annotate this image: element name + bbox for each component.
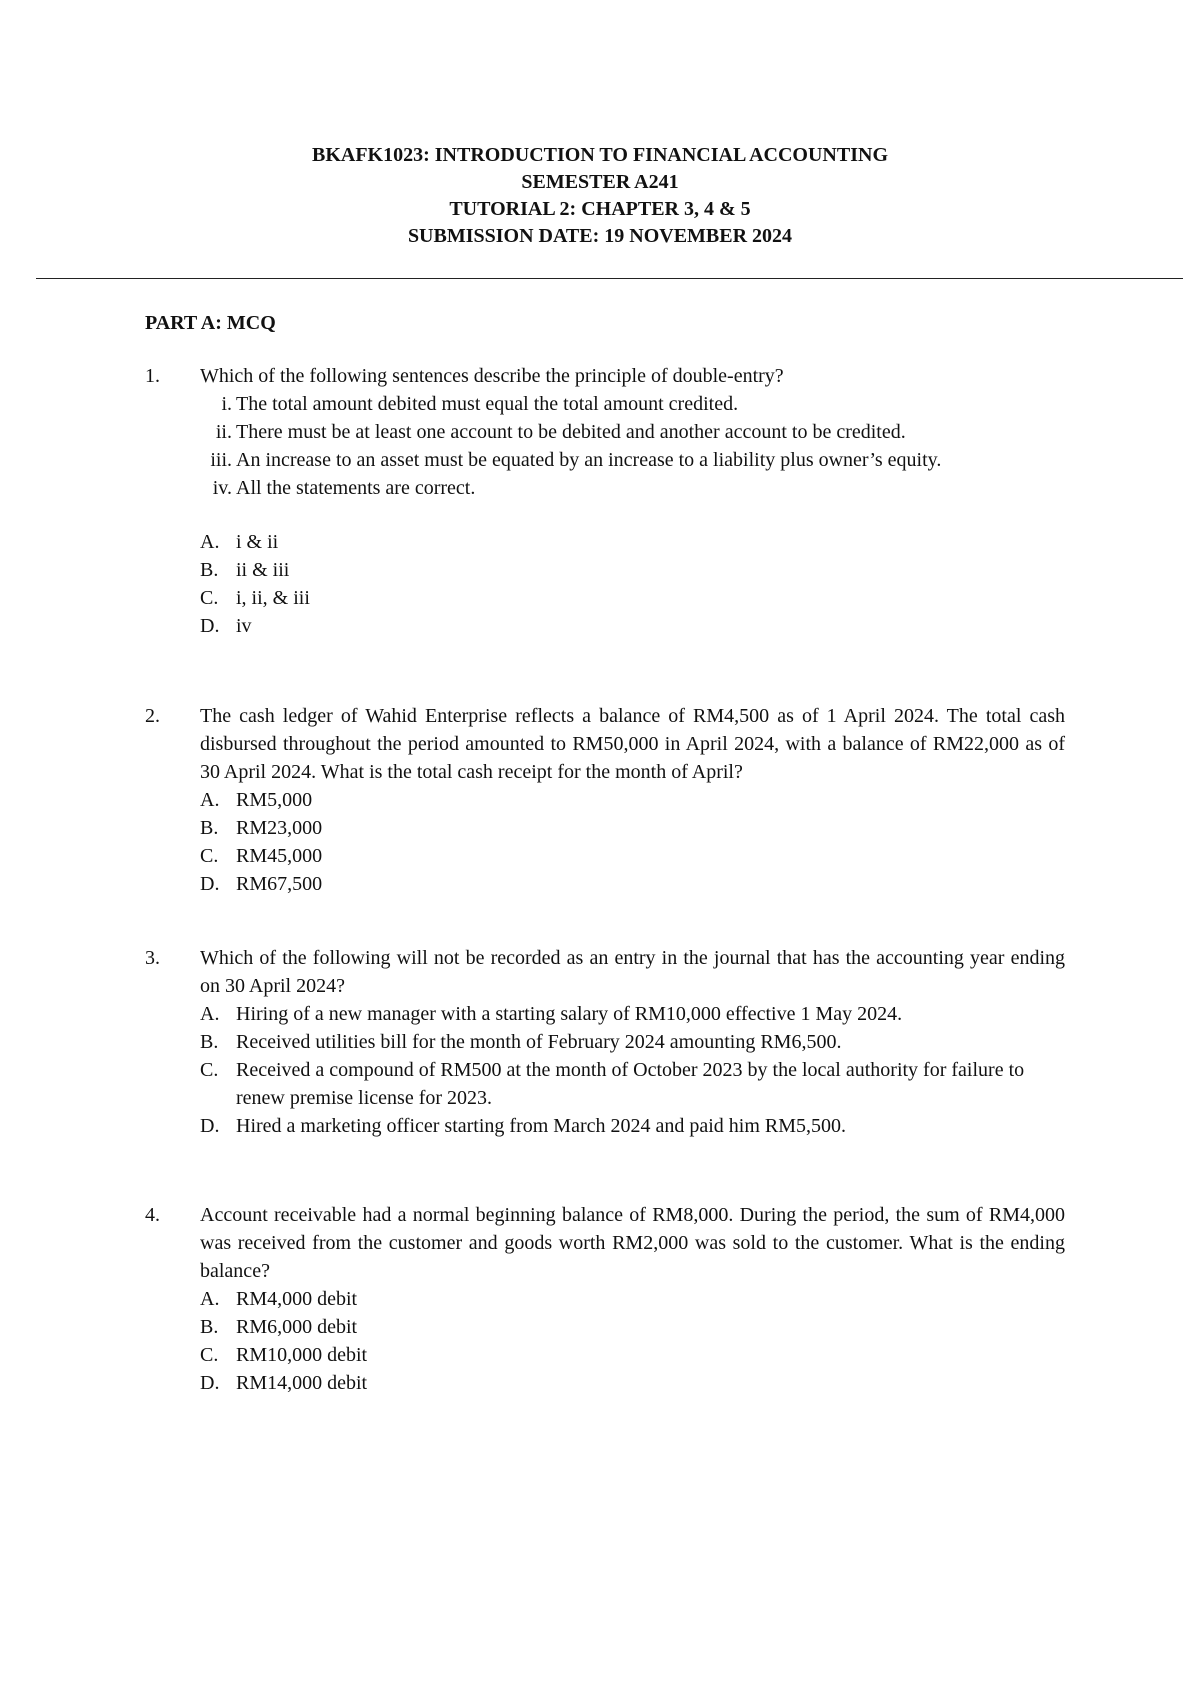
- answer-option: [200, 842, 1065, 870]
- option-text: RM5,000: [236, 789, 313, 811]
- question-number: 4.: [145, 1204, 160, 1226]
- statement-item: [200, 474, 1065, 502]
- statement-text: All the statements are correct.: [236, 477, 476, 499]
- statement-item: [200, 390, 1065, 418]
- option-label: A.: [200, 531, 220, 553]
- statement-label: i.: [221, 393, 232, 415]
- option-label: B.: [200, 559, 219, 581]
- option-text: ii & iii: [236, 559, 290, 581]
- option-text: i, ii, & iii: [236, 587, 310, 609]
- tutorial-line: TUTORIAL 2: CHAPTER 3, 4 & 5: [449, 198, 751, 220]
- option-text: RM23,000: [236, 817, 323, 839]
- question-stem: The cash ledger of Wahid Enterprise reflects a balance of RM4,500 as of 1 April 2024. The total cash disbursed throughout the period amounted to RM50,000 in April 2024, with a balance of RM22,000 as of 30 April 2024. What is the total cash receipt for the month of April?: [200, 705, 1065, 783]
- answer-option: [200, 1369, 1065, 1397]
- answer-option: [200, 814, 1065, 842]
- option-text: RM45,000: [236, 845, 323, 867]
- option-label: B.: [200, 817, 219, 839]
- submission-date-line: SUBMISSION DATE: 19 NOVEMBER 2024: [407, 225, 793, 247]
- option-text: RM4,000 debit: [236, 1288, 358, 1310]
- answer-option: [200, 870, 1065, 898]
- option-label: D.: [200, 615, 220, 637]
- option-text: iv: [236, 615, 252, 637]
- option-label: A.: [200, 1003, 220, 1025]
- course-title: BKAFK1023: INTRODUCTION TO FINANCIAL ACCOUNTING: [312, 144, 888, 166]
- question-number: 1.: [145, 365, 160, 387]
- option-label: A.: [200, 789, 220, 811]
- answer-option: [200, 786, 1065, 814]
- question-4: [145, 1201, 1065, 1397]
- option-label: C.: [200, 1059, 219, 1081]
- statement-text: An increase to an asset must be equated by an increase to a liability plus owner’s equity.: [236, 449, 942, 471]
- option-text: RM14,000 debit: [236, 1372, 368, 1394]
- statement-item: [200, 446, 1065, 474]
- answer-option: [200, 1112, 1065, 1140]
- statement-label: ii.: [215, 421, 232, 443]
- option-label: D.: [200, 873, 220, 895]
- statement-label: iv.: [212, 477, 232, 499]
- statement-item: [200, 418, 1065, 446]
- question-3: [145, 944, 1065, 1140]
- option-label: C.: [200, 587, 219, 609]
- option-text: RM10,000 debit: [236, 1344, 368, 1366]
- statement-text: There must be at least one account to be debited and another account to be credited.: [236, 421, 906, 443]
- option-text: RM6,000 debit: [236, 1316, 358, 1338]
- part-title: PART A: MCQ: [145, 312, 276, 334]
- option-label: B.: [200, 1316, 219, 1338]
- question-stem: Account receivable had a normal beginning balance of RM8,000. During the period, the sum of RM4,000 was received from the customer and goods worth RM2,000 was sold to the customer. What is the ending balance?: [200, 1204, 1065, 1282]
- question-1: [145, 362, 1065, 640]
- answer-option: [200, 1313, 1065, 1341]
- option-text: Received utilities bill for the month of February 2024 amounting RM6,500.: [236, 1031, 842, 1053]
- question-stem: Which of the following sentences describe the principle of double-entry?: [200, 365, 784, 387]
- document-header: [0, 142, 1200, 250]
- option-text: i & ii: [236, 531, 279, 553]
- answer-option: [200, 1285, 1065, 1313]
- question-stem: Which of the following will not be recorded as an entry in the journal that has the accounting year ending on 30 April 2024?: [200, 947, 1065, 997]
- option-text: RM67,500: [236, 873, 323, 895]
- option-label: C.: [200, 1344, 219, 1366]
- option-label: D.: [200, 1115, 220, 1137]
- answer-option: [200, 1341, 1065, 1369]
- statement-text: The total amount debited must equal the total amount credited.: [236, 393, 739, 415]
- answer-option: [200, 1000, 1065, 1028]
- semester-line: SEMESTER A241: [521, 171, 679, 193]
- header-divider: [36, 278, 1183, 279]
- question-number: 3.: [145, 947, 160, 969]
- question-number: 2.: [145, 705, 160, 727]
- option-label: B.: [200, 1031, 219, 1053]
- answer-option: [200, 612, 1065, 640]
- question-2: [145, 702, 1065, 898]
- answer-option: [200, 556, 1065, 584]
- option-text: Received a compound of RM500 at the month of October 2023 by the local authority for failure to renew premise license for 2023.: [236, 1059, 1025, 1109]
- answer-option: [200, 528, 1065, 556]
- option-label: A.: [200, 1288, 220, 1310]
- statement-label: iii.: [210, 449, 232, 471]
- option-label: C.: [200, 845, 219, 867]
- option-text: Hiring of a new manager with a starting salary of RM10,000 effective 1 May 2024.: [236, 1003, 903, 1025]
- answer-option: [200, 584, 1065, 612]
- option-label: D.: [200, 1372, 220, 1394]
- answer-option: [200, 1028, 1065, 1056]
- answer-option: [200, 1056, 1065, 1112]
- option-text: Hired a marketing officer starting from March 2024 and paid him RM5,500.: [236, 1115, 847, 1137]
